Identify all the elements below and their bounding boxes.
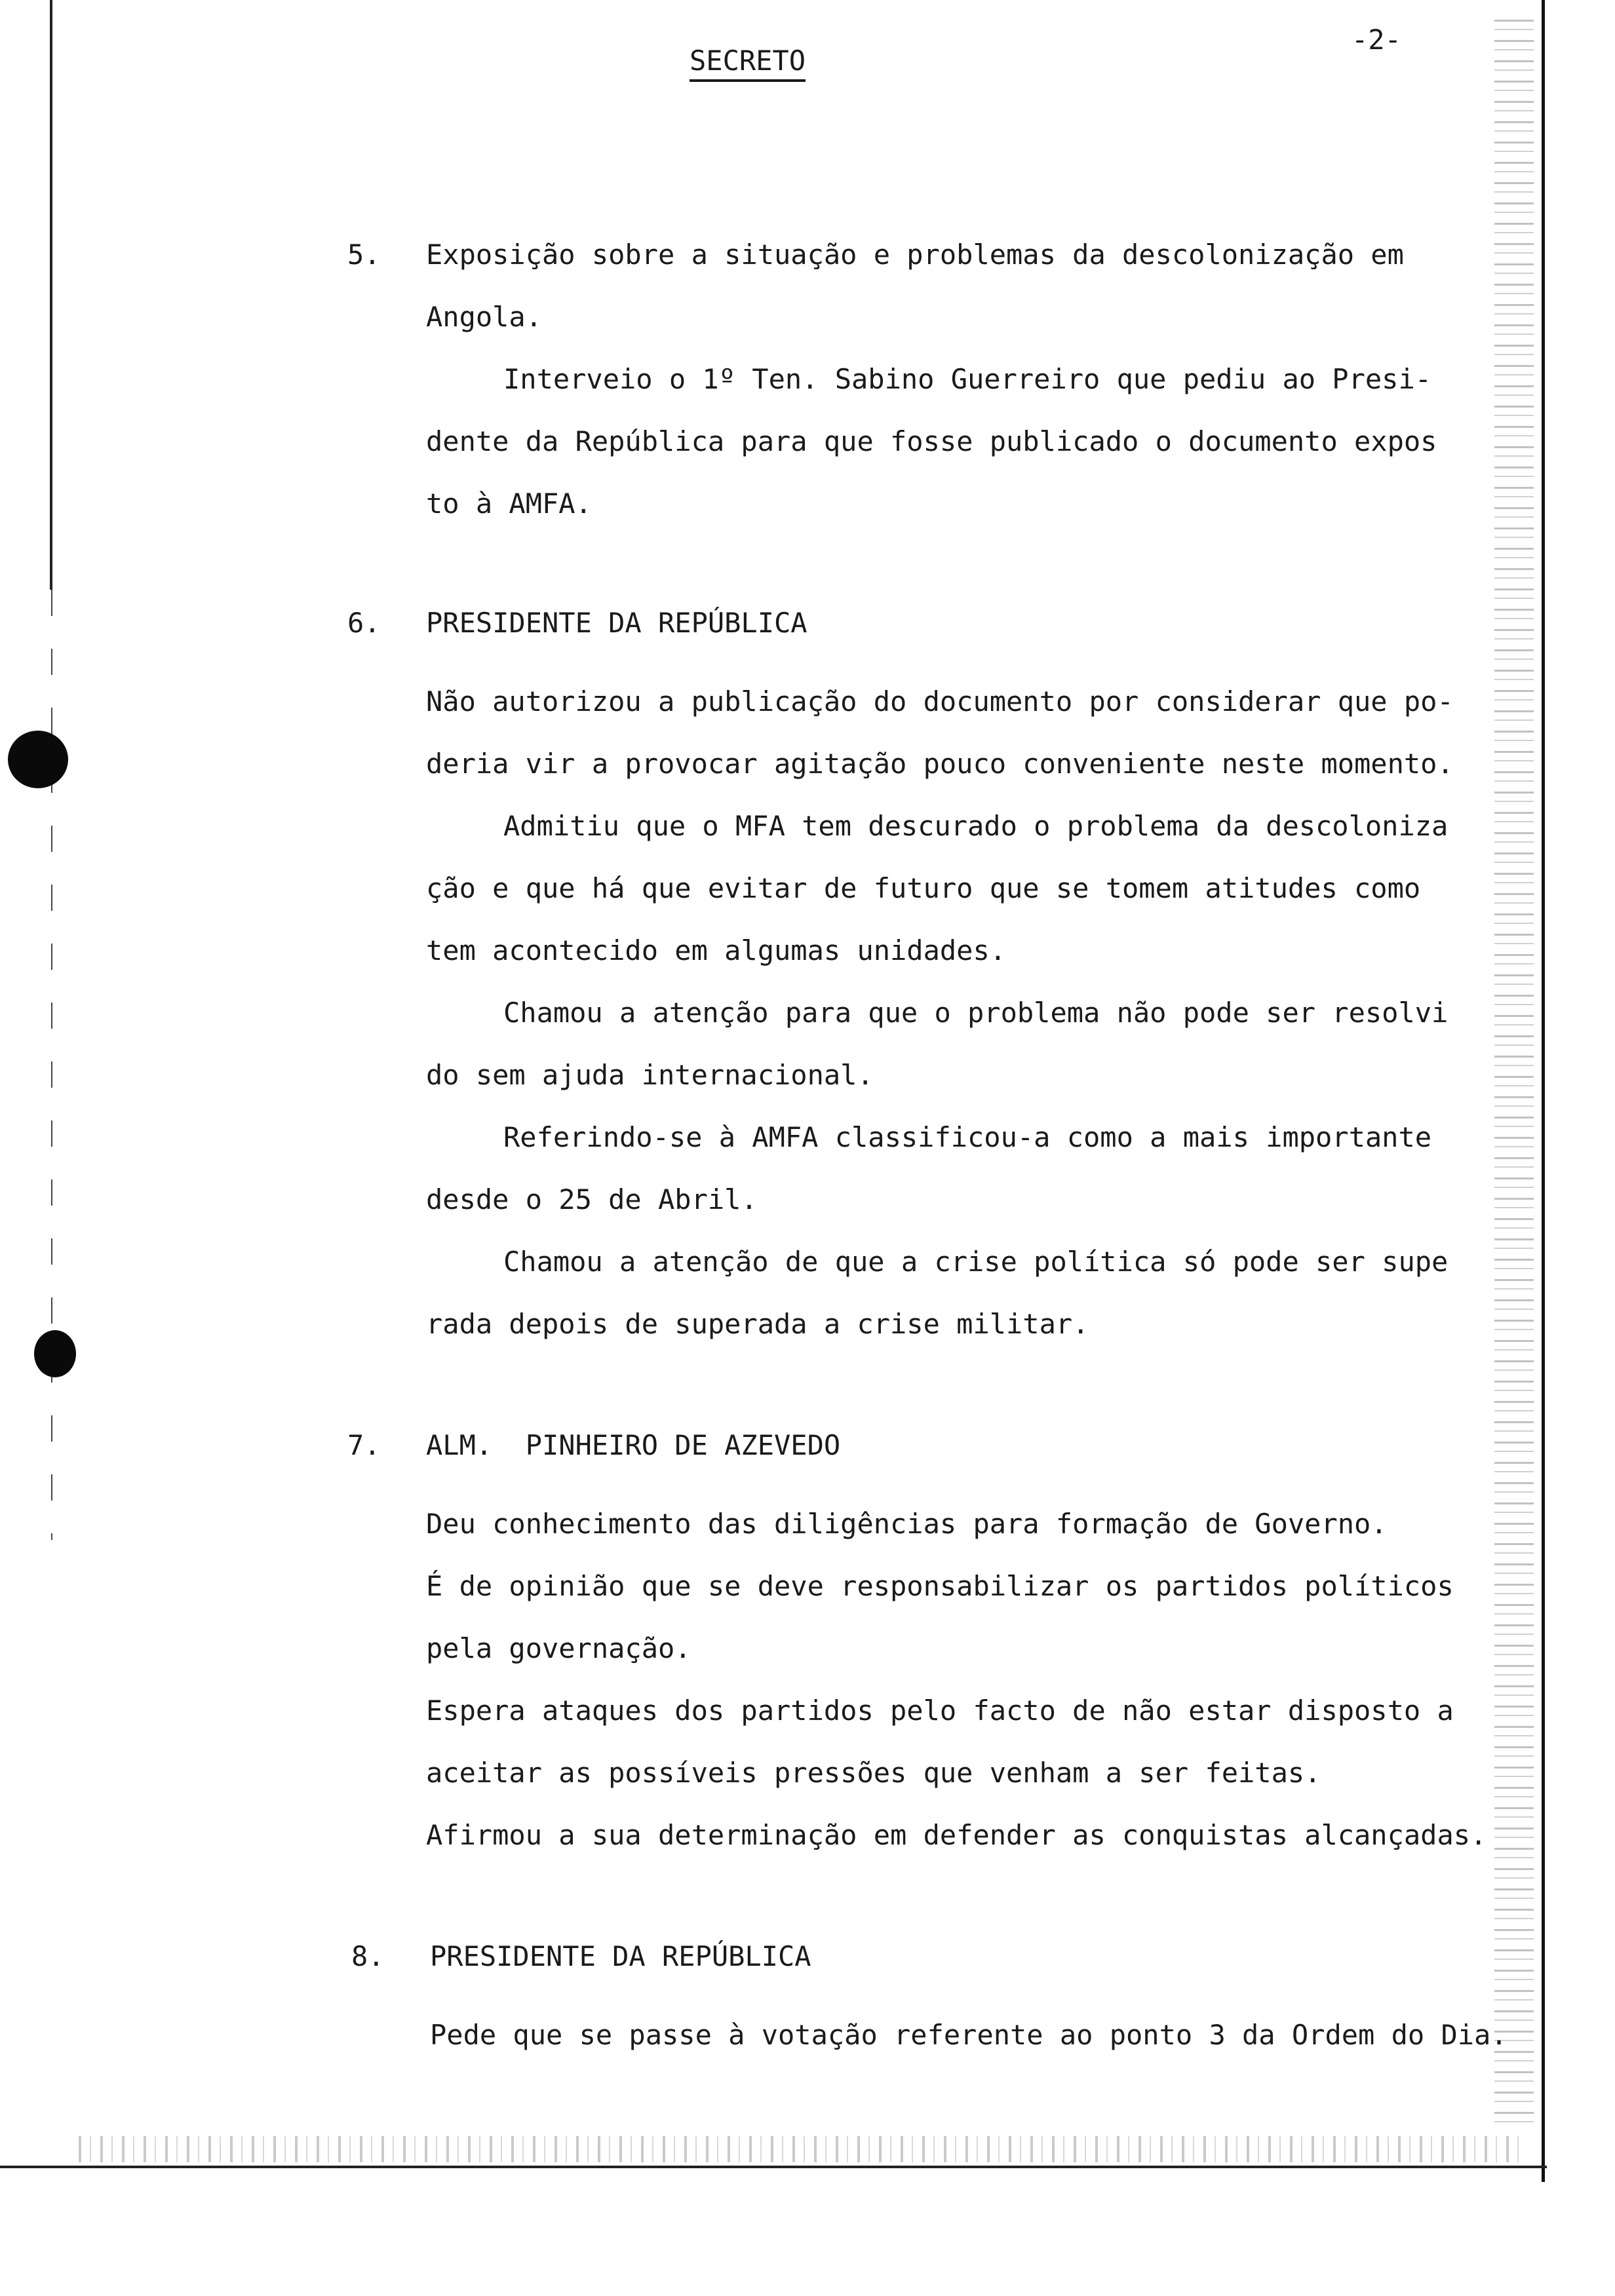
item-6-paragraph-line: Referindo-se à AMFA classificou-a como a mais importante [503, 1121, 1432, 1153]
item-number: 6. [347, 607, 381, 639]
item-8-line: Pede que se passe à votação referente ao ponto 3 da Ordem do Dia. [430, 2019, 1508, 2051]
scan-edge-bottom [0, 2166, 1547, 2168]
item-heading: PRESIDENTE DA REPÚBLICA [426, 607, 808, 639]
item-5-paragraph-line: Interveio o 1º Ten. Sabino Guerreiro que pediu ao Presi- [503, 363, 1432, 395]
scan-edge-left [50, 0, 52, 590]
scan-noise-bottom [79, 2136, 1521, 2162]
item-6-line: deria vir a provocar agitação pouco conveniente neste momento. [426, 748, 1454, 780]
item-7-line: Espera ataques dos partidos pelo facto de não estar disposto a [426, 1694, 1454, 1727]
item-number: 8. [351, 1940, 385, 1972]
item-6-paragraph-line: tem acontecido em algumas unidades. [426, 934, 1007, 966]
item-6-paragraph-line: do sem ajuda internacional. [426, 1059, 874, 1091]
punch-hole-top [8, 731, 68, 788]
item-7-line: É de opinião que se deve responsabilizar os partidos políticos [426, 1570, 1454, 1602]
item-number: 5. [347, 239, 381, 271]
item-5-line: Exposição sobre a situação e problemas da descolonização em [426, 239, 1404, 271]
item-6-paragraph-line: Admitiu que o MFA tem descurado o problema da descoloniza [503, 810, 1449, 842]
punch-hole-bottom [34, 1330, 76, 1377]
item-7-line: aceitar as possíveis pressões que venham a ser feitas. [426, 1757, 1321, 1789]
item-7-line: Afirmou a sua determinação em defender as conquistas alcançadas. [426, 1819, 1487, 1851]
item-heading: PRESIDENTE DA REPÚBLICA [430, 1940, 811, 1972]
scan-noise-right [1494, 20, 1534, 2130]
item-5-line: Angola. [426, 301, 543, 333]
item-number: 7. [347, 1429, 381, 1461]
item-6-paragraph-line: Chamou a atenção para que o problema não pode ser resolvi [503, 997, 1449, 1029]
item-5-paragraph-line: to à AMFA. [426, 488, 592, 520]
scan-edge-right [1542, 0, 1545, 2182]
scan-edge-left-dashed [51, 590, 52, 1540]
item-6-paragraph-line: Chamou a atenção de que a crise política só pode ser supe [503, 1246, 1449, 1278]
item-6-paragraph-line: ção e que há que evitar de futuro que se tomem atitudes como [426, 872, 1421, 904]
item-6-paragraph-line: rada depois de superada a crise militar. [426, 1308, 1089, 1340]
item-6-line: Não autorizou a publicação do documento por considerar que po- [426, 685, 1454, 718]
item-6-paragraph-line: desde o 25 de Abril. [426, 1183, 758, 1215]
item-5-paragraph-line: dente da República para que fosse publicado o documento expos [426, 425, 1437, 457]
item-7-line: Deu conhecimento das diligências para formação de Governo. [426, 1508, 1388, 1540]
classification-header: SECRETO [690, 45, 806, 77]
page-number: -2- [1352, 24, 1401, 56]
item-heading: ALM. PINHEIRO DE AZEVEDO [426, 1429, 841, 1461]
item-7-line: pela governação. [426, 1632, 691, 1664]
